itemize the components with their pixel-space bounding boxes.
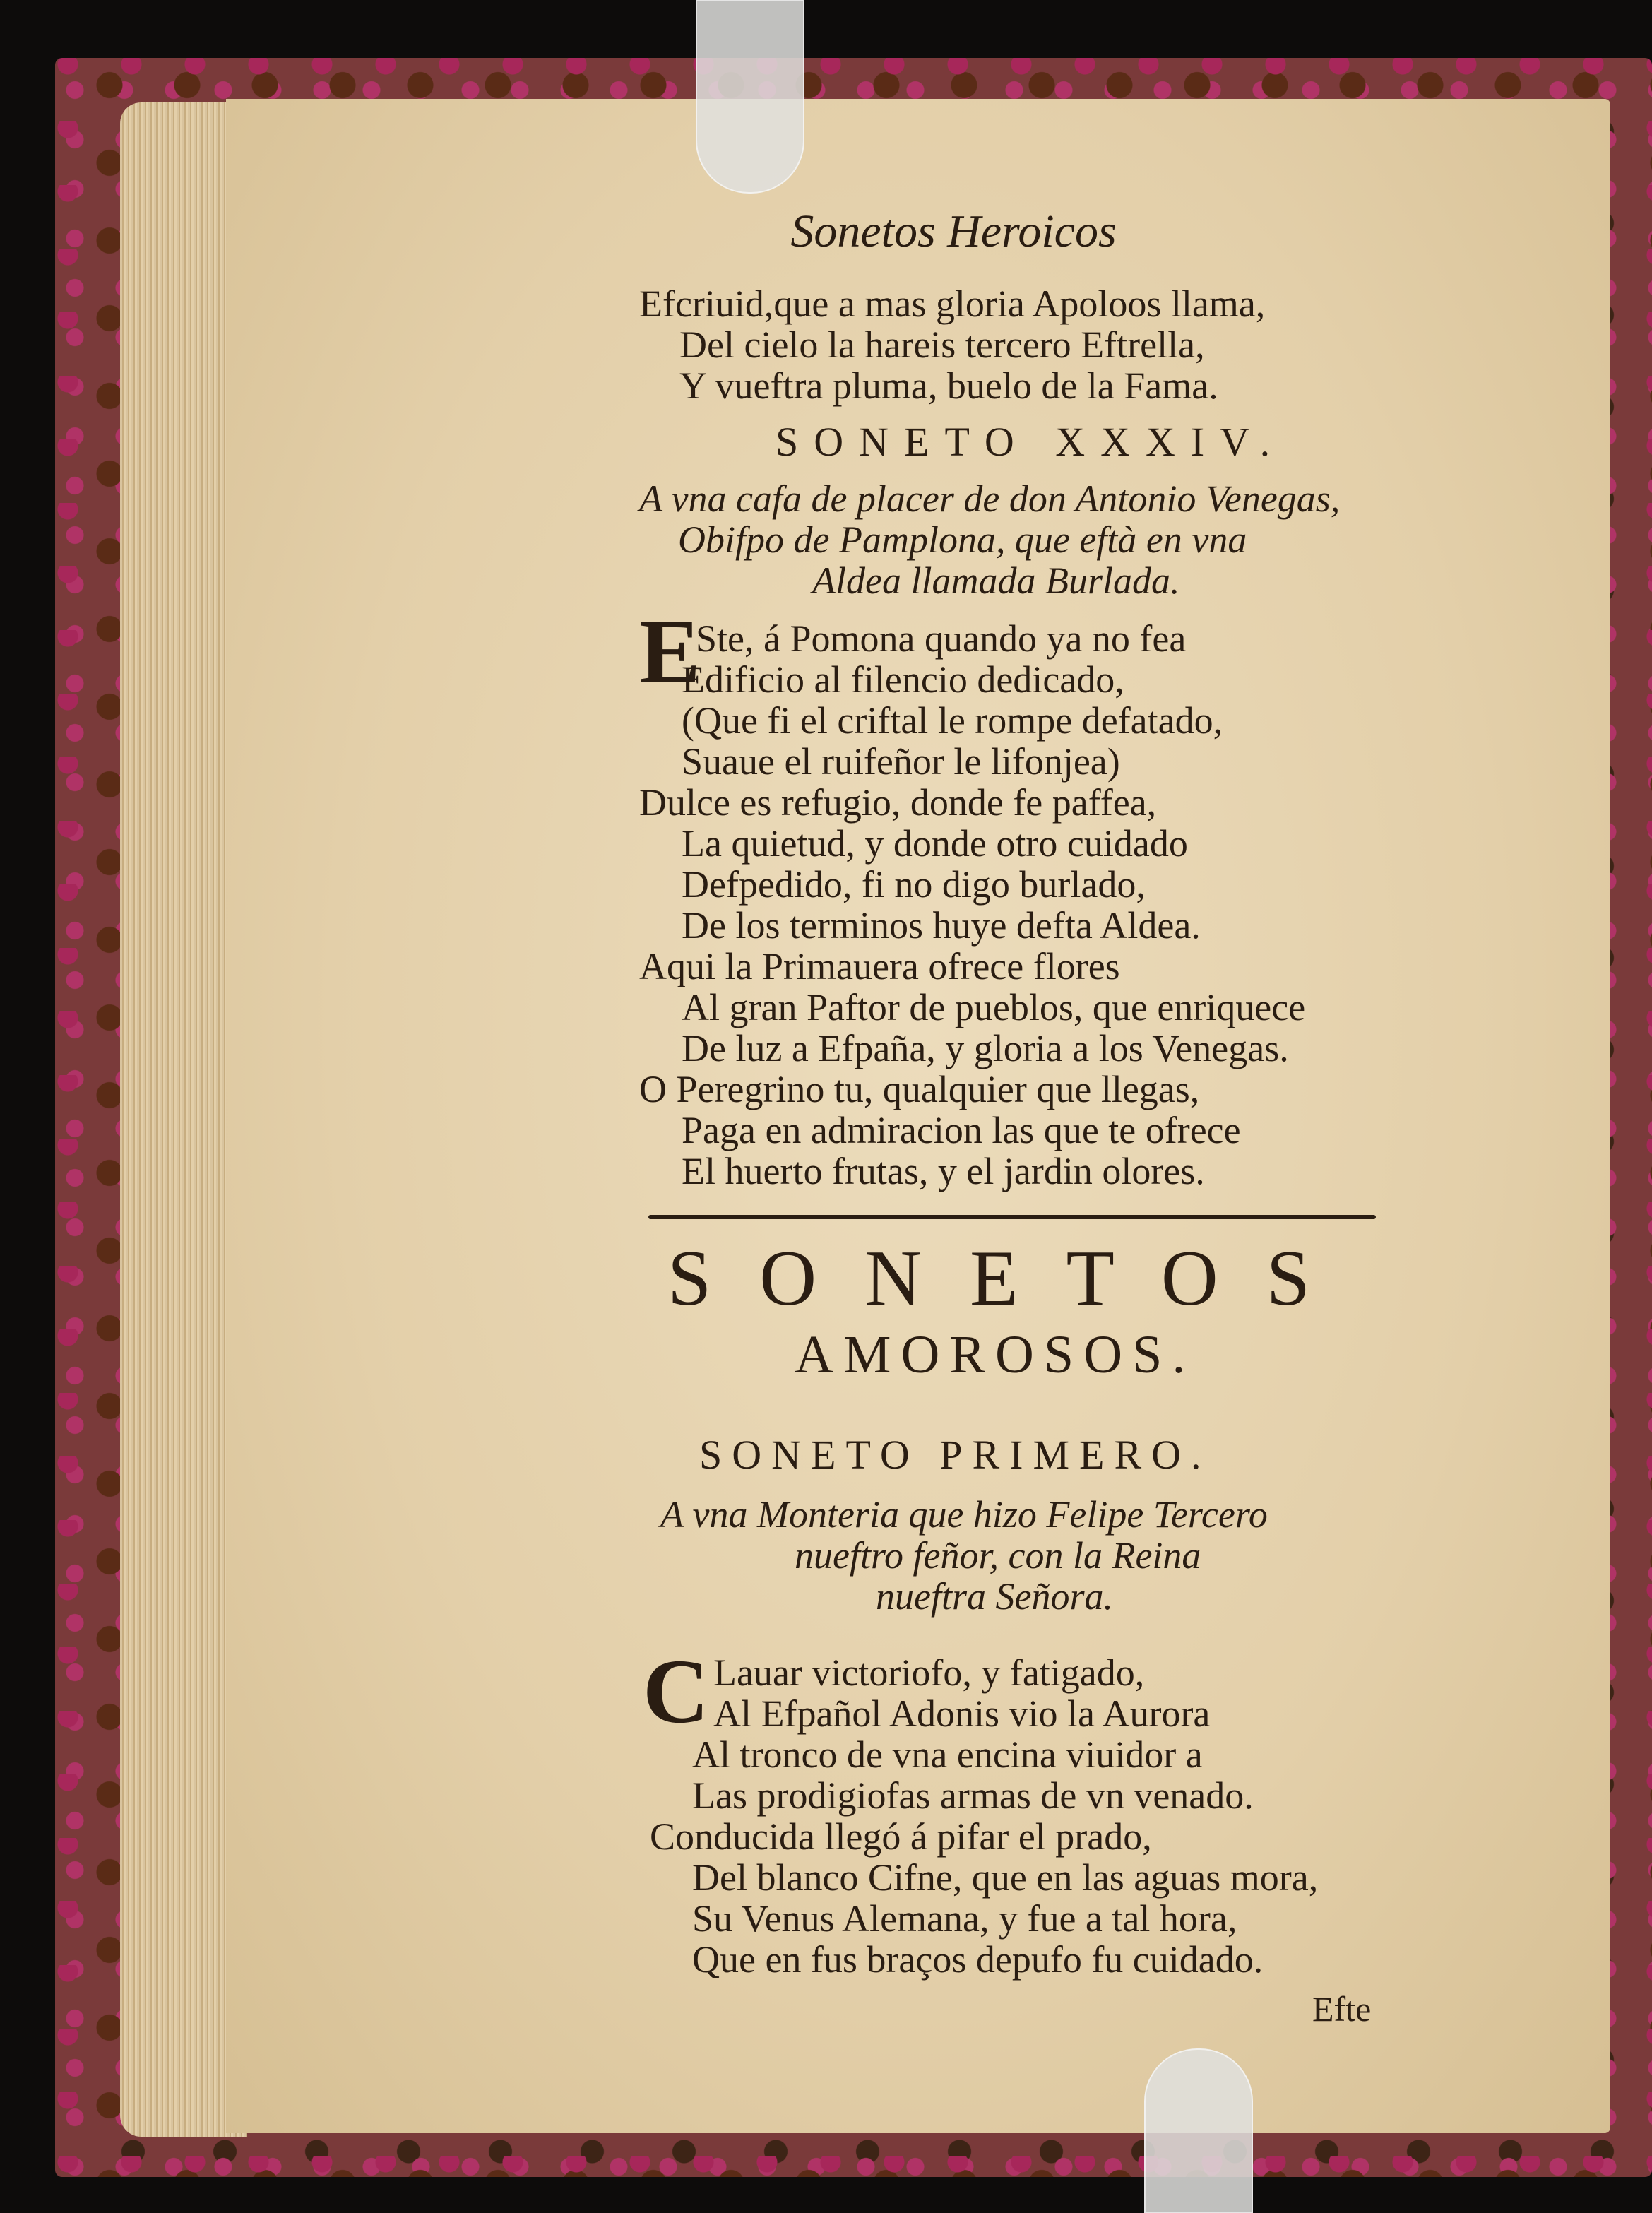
poem-line: Edificio al filencio dedicado, — [682, 658, 1124, 701]
poem-line: Paga en admiracion las que te ofrece — [682, 1109, 1241, 1151]
poem-line: Al Efpañol Adonis vio la Aurora — [713, 1692, 1211, 1735]
poem-line: O Peregrino tu, qualquier que llegas, — [639, 1068, 1200, 1110]
poem-line: El huerto frutas, y el jardin olores. — [682, 1150, 1205, 1192]
poem-line: Aqui la Primauera ofrece flores — [639, 945, 1120, 987]
opening-line: Y vueftra pluma, buelo de la Fama. — [679, 364, 1218, 407]
poem-line: Ste, á Pomona quando ya no fea — [696, 617, 1187, 660]
poem-line: Que en fus braços depufo fu cuidado. — [692, 1938, 1264, 1981]
dedication-line: Aldea llamada Burlada. — [812, 559, 1180, 602]
section-title: SONETOS — [667, 1235, 1359, 1322]
dedication-line: A vna Monteria que hizo Felipe Tercero — [660, 1493, 1268, 1536]
drop-cap: C — [643, 1641, 709, 1743]
poem-line: Del blanco Cifne, que en las aguas mora, — [692, 1856, 1319, 1899]
poem-line: Conducida llegó á pifar el prado, — [650, 1815, 1152, 1858]
dedication-line: nueftra Señora. — [876, 1575, 1113, 1618]
drop-cap: E — [639, 601, 701, 703]
poem-line: (Que fi el criftal le rompe defatado, — [682, 699, 1223, 742]
section-rule — [648, 1215, 1376, 1219]
sonnet-title: SONETO PRIMERO. — [699, 1432, 1211, 1478]
dedication-line: Obifpo de Pamplona, que eftà en vna — [678, 518, 1247, 561]
poem-line: La quietud, y donde otro cuidado — [682, 822, 1188, 865]
running-head: Sonetos Heroicos — [790, 206, 1117, 257]
section-subtitle: AMOROSOS. — [795, 1325, 1196, 1384]
dedication-line: nueftro feñor, con la Reina — [795, 1534, 1201, 1577]
opening-line: Efcriuid,que a mas gloria Apoloos llama, — [639, 283, 1266, 325]
dedication-line: A vna cafa de placer de don Antonio Venegas, — [639, 477, 1341, 520]
sonnet-title: SONETO XXXIV. — [776, 419, 1286, 465]
poem-line: Defpedido, fi no digo burlado, — [682, 863, 1146, 906]
poem-line: Al gran Paftor de pueblos, que enriquece — [682, 986, 1306, 1028]
poem-line: De los terminos huye defta Aldea. — [682, 904, 1201, 947]
poem-line: Su Venus Alemana, y fue a tal hora, — [692, 1897, 1237, 1940]
poem-line: Lauar victoriofo, y fatigado, — [713, 1651, 1145, 1694]
catchword: Efte — [1312, 1989, 1372, 2029]
poem-line: Al tronco de vna encina viuidor a — [692, 1733, 1203, 1776]
poem-line: De luz a Efpaña, y gloria a los Venegas. — [682, 1027, 1289, 1069]
poem-line: Las prodigiofas armas de vn venado. — [692, 1774, 1254, 1817]
poem-line: Dulce es refugio, donde fe paffea, — [639, 781, 1157, 824]
poem-line: Suaue el ruifeñor le lifonjea) — [682, 740, 1120, 783]
opening-line: Del cielo la hareis tercero Eftrella, — [679, 324, 1205, 366]
